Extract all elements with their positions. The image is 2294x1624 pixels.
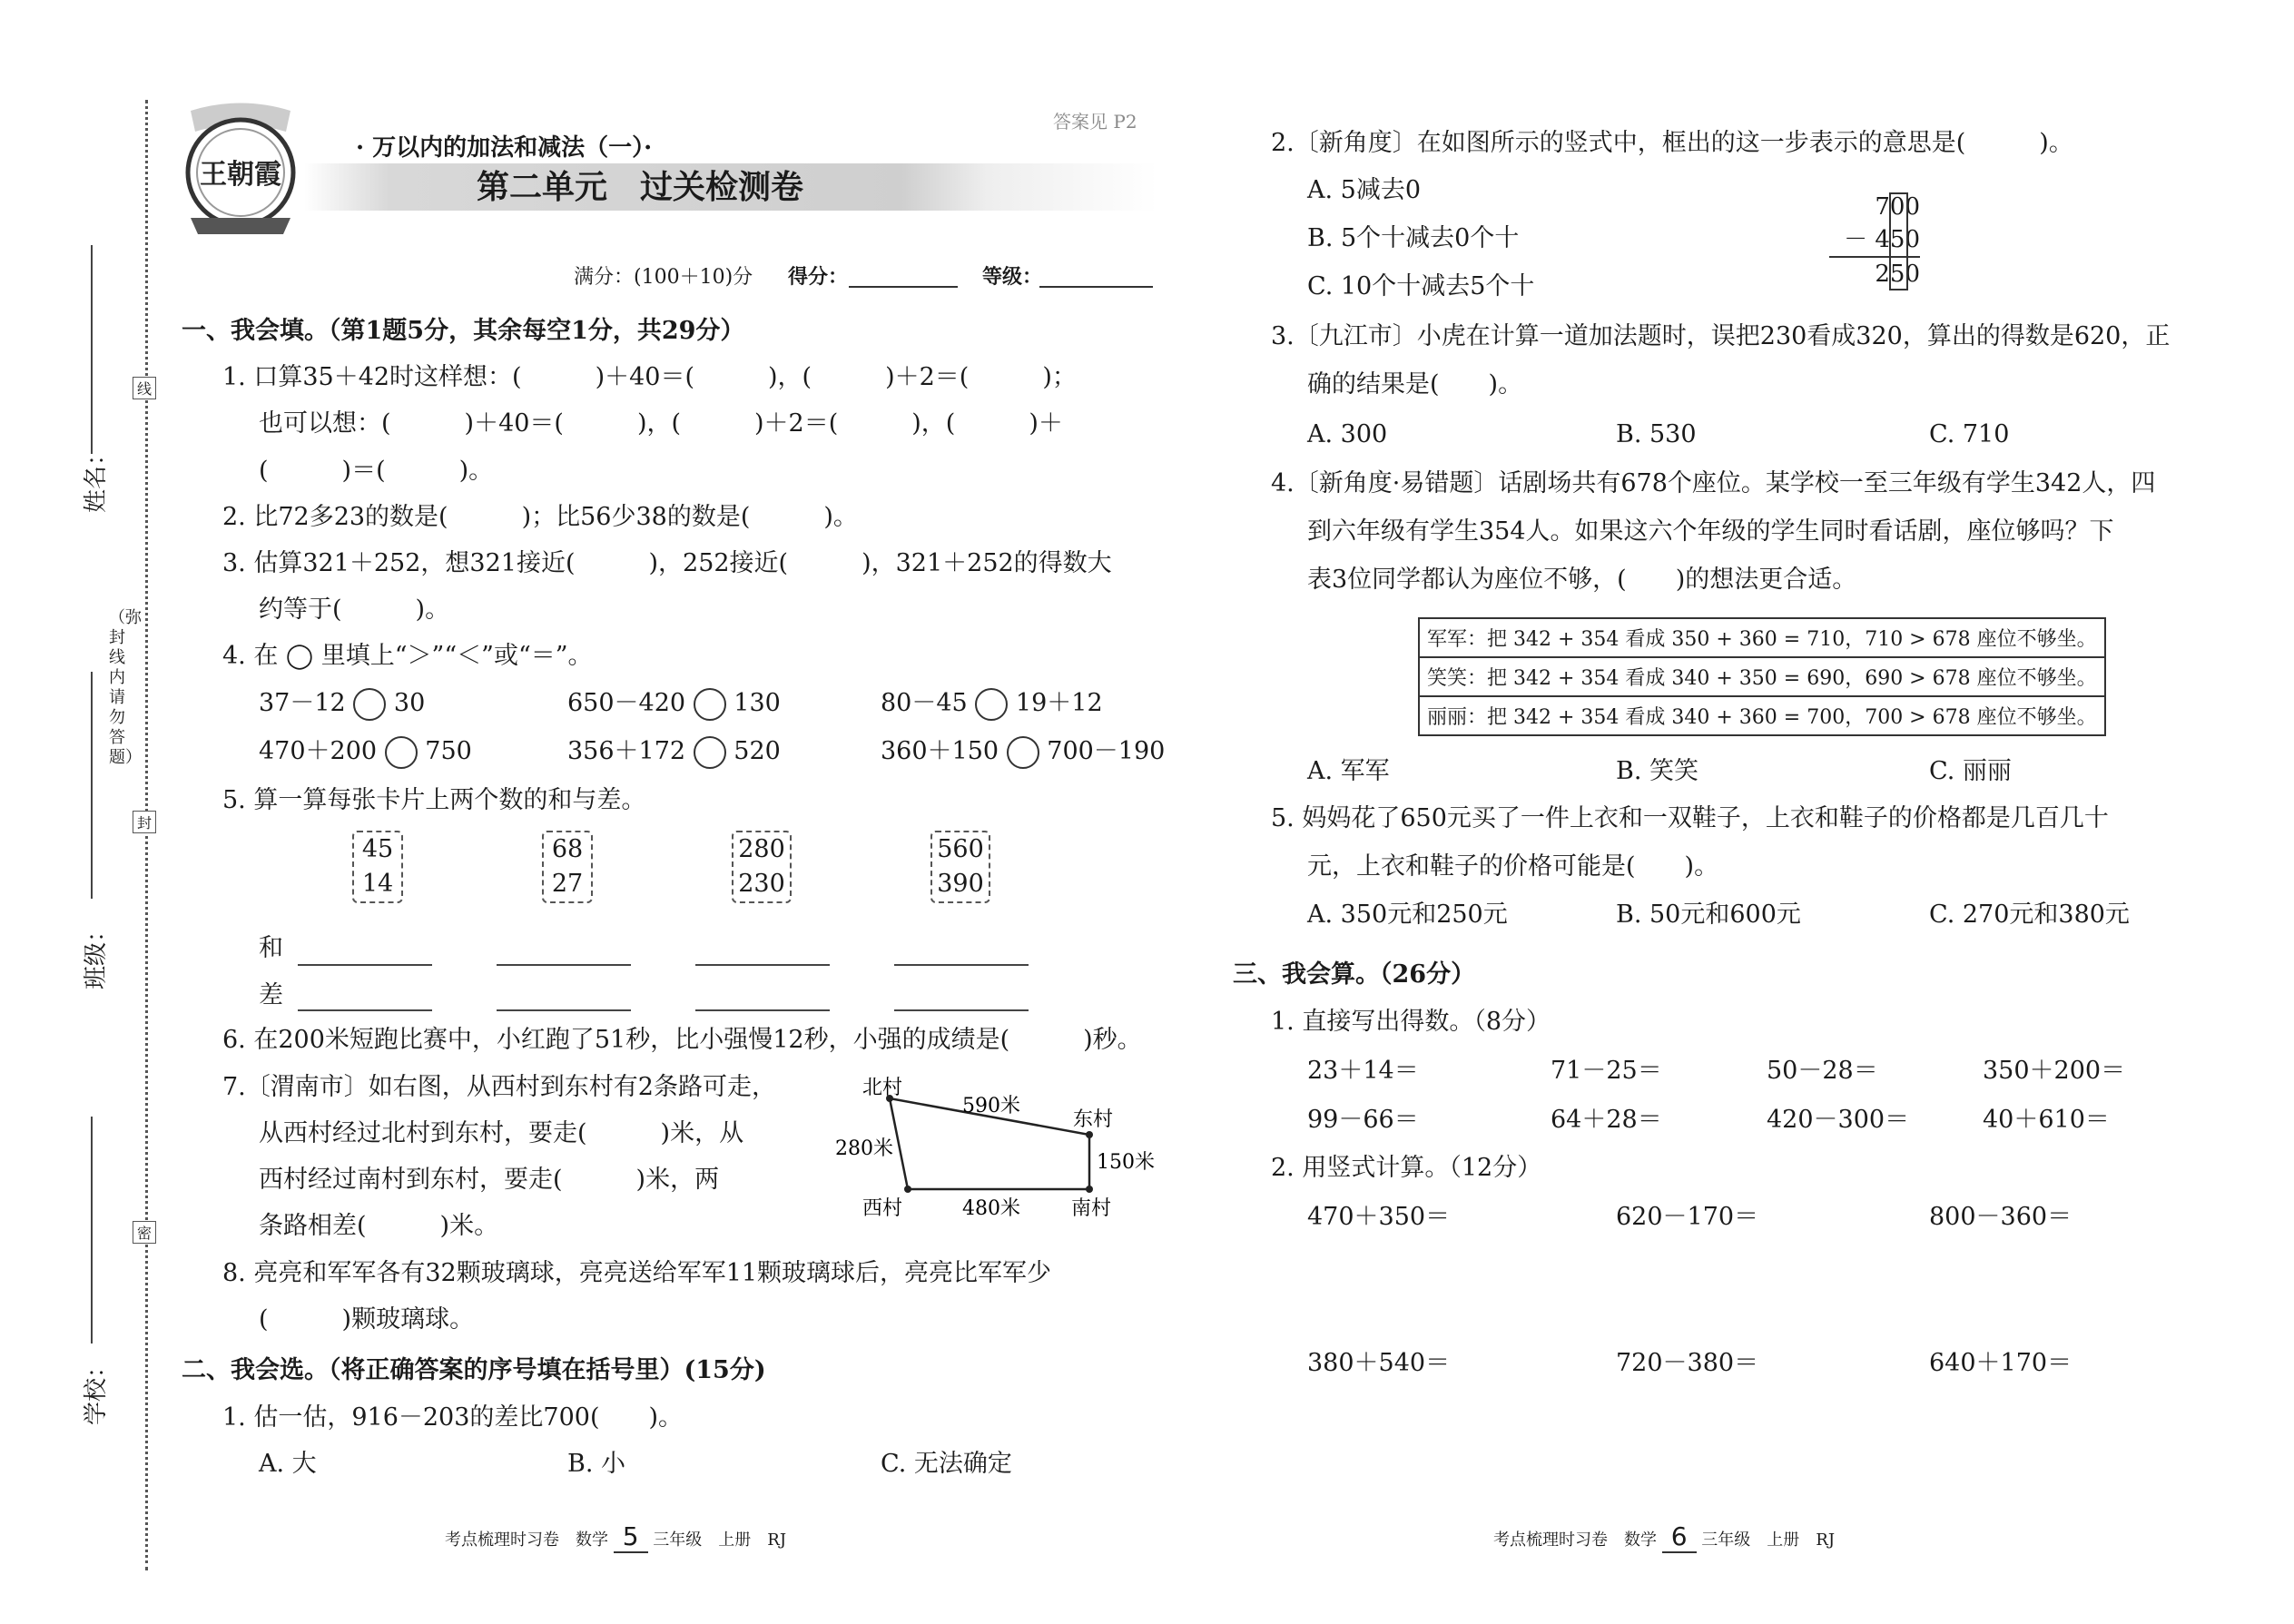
s1-q1-line1: 1. 口算35＋42时这样想：( )＋40＝( )，( )＋2＝( )； xyxy=(222,363,1077,391)
calc-item[interactable]: 50－28＝ xyxy=(1767,1057,1878,1085)
seal-mark-xian: 线 xyxy=(133,377,156,399)
name-field[interactable] xyxy=(91,245,93,454)
s3-part2: 2. 用竖式计算。（12分） xyxy=(1271,1154,1542,1182)
vertical-calc-item[interactable]: 640＋170＝ xyxy=(1929,1349,2072,1377)
map-north-label: 北村 xyxy=(862,1077,903,1099)
section3-heading: 三、我会算。（26分） xyxy=(1233,960,1476,989)
map-dist-north-east: 590米 xyxy=(962,1095,1020,1117)
vertical-calc-item[interactable]: 720－380＝ xyxy=(1616,1349,1759,1377)
s1-q3-line1: 3. 估算321＋252，想321接近( )，252接近( )，321＋252的得数大 xyxy=(222,549,1112,577)
number-card: 280 230 xyxy=(732,831,792,903)
footer-left: 考点梳理时习卷 数学 5 三年级 上册 RJ xyxy=(445,1521,787,1551)
s3-part1: 1. 直接写出得数。（8分） xyxy=(1271,1008,1551,1036)
compare-circle[interactable] xyxy=(353,688,386,721)
unit-subtitle: · 万以内的加法和减法（一）· xyxy=(356,134,653,162)
s1-q7-line2: 从西村经过北村到东村，要走( )米，从 xyxy=(259,1119,744,1147)
village-map xyxy=(817,1067,1162,1225)
s1-q3-line2: 约等于( )。 xyxy=(259,595,450,624)
map-east-label: 东村 xyxy=(1073,1108,1114,1131)
sum-answer-line[interactable] xyxy=(497,964,631,966)
s1-q4: 4. 在 ◯ 里填上“＞”“＜”或“＝”。 xyxy=(222,642,593,670)
school-label: 学校： xyxy=(83,1353,110,1425)
calc-item[interactable]: 420－300＝ xyxy=(1767,1106,1910,1134)
footer-right: 考点梳理时习卷 数学 6 三年级 上册 RJ xyxy=(1493,1521,1836,1551)
calc-item[interactable]: 99－66＝ xyxy=(1307,1106,1419,1134)
map-dist-west-north: 280米 xyxy=(835,1137,893,1160)
map-dist-east-south: 150米 xyxy=(1097,1151,1155,1174)
estimation-table xyxy=(1418,617,2106,736)
score-label: 得分： xyxy=(788,265,849,289)
s2-q5-line2: 元，上衣和鞋子的价格可能是( )。 xyxy=(1307,852,1719,881)
number-card: 68 27 xyxy=(542,831,593,903)
table-cell: 军军：把 342 + 354 看成 350 + 360 = 710，710 > 678 座位不够坐。 xyxy=(1419,618,2105,657)
compare-item: 37－12 30 xyxy=(259,685,425,722)
s2-q2-option-a[interactable]: A. 5减去0 xyxy=(1307,176,1422,204)
table-cell: 笑笑：把 342 + 354 看成 340 + 350 = 690，690 > 678 座位不够坐。 xyxy=(1419,657,2105,696)
sum-label: 和 xyxy=(259,934,283,962)
score-field[interactable] xyxy=(849,286,958,288)
diff-answer-line[interactable] xyxy=(894,1009,1029,1011)
diff-answer-line[interactable] xyxy=(497,1009,631,1011)
s1-q2: 2. 比72多23的数是( )；比56少38的数是( )。 xyxy=(222,503,858,531)
full-score: 满分：(100＋10)分 xyxy=(574,266,753,289)
s2-q3-option-c[interactable]: C. 710 xyxy=(1929,420,2010,448)
sum-answer-line[interactable] xyxy=(298,964,432,966)
calc-item[interactable]: 64＋28＝ xyxy=(1551,1106,1662,1134)
s2-q5-option-b[interactable]: B. 50元和600元 xyxy=(1616,901,1801,929)
s2-q4-option-c[interactable]: C. 丽丽 xyxy=(1929,757,2012,785)
seal-mark-mi: 密 xyxy=(133,1221,156,1244)
diff-answer-line[interactable] xyxy=(695,1009,830,1011)
brand-logo xyxy=(172,100,309,236)
table-row xyxy=(1419,618,2105,657)
vertical-calc-item[interactable]: 380＋540＝ xyxy=(1307,1349,1451,1377)
seal-note: （弥封线内请勿答题） xyxy=(109,608,142,767)
s2-q2-option-b[interactable]: B. 5个十减去0个十 xyxy=(1307,224,1520,252)
s2-q1-option-b[interactable]: B. 小 xyxy=(567,1450,626,1478)
sum-answer-line[interactable] xyxy=(894,964,1029,966)
s2-q4-option-a[interactable]: A. 军军 xyxy=(1307,757,1390,785)
s1-q7-line3: 西村经过南村到东村，要走( )米，两 xyxy=(259,1166,720,1194)
s2-q5-option-a[interactable]: A. 350元和250元 xyxy=(1307,901,1508,929)
table-cell: 丽丽：把 342 + 354 看成 340 + 360 = 700，700 > 678 座位不够坐。 xyxy=(1419,696,2105,735)
s1-q1-line2: 也可以想：( )＋40＝( )，( )＋2＝( )，( )＋ xyxy=(259,409,1063,438)
vertical-calc-item[interactable]: 470＋350＝ xyxy=(1307,1203,1451,1231)
s2-q3-option-a[interactable]: A. 300 xyxy=(1307,420,1388,448)
s2-q1-option-a[interactable]: A. 大 xyxy=(259,1450,317,1478)
map-south-label: 南村 xyxy=(1071,1197,1112,1220)
table-row xyxy=(1419,657,2105,696)
answer-ref: 答案见 P2 xyxy=(1053,111,1137,133)
vertical-calc-item[interactable]: 800－360＝ xyxy=(1929,1203,2072,1231)
s2-q5-line1: 5. 妈妈花了650元买了一件上衣和一双鞋子，上衣和鞋子的价格都是几百几十 xyxy=(1271,804,2109,832)
class-field[interactable] xyxy=(91,672,93,899)
vertical-subtraction: 700 － 450 250 xyxy=(1829,191,1920,290)
highlight-box xyxy=(1889,192,1908,290)
number-card: 560 390 xyxy=(930,831,990,903)
calc-item[interactable]: 350＋200＝ xyxy=(1983,1057,2126,1085)
compare-item: 470＋200 750 xyxy=(259,733,472,770)
s1-q8-line2: ( )颗玻璃球。 xyxy=(259,1305,475,1334)
s2-q3-option-b[interactable]: B. 530 xyxy=(1616,420,1697,448)
calc-item[interactable]: 40＋610＝ xyxy=(1983,1106,2110,1134)
s1-q6: 6. 在200米短跑比赛中，小红跑了51秒，比小强慢12秒，小强的成绩是( )秒。 xyxy=(222,1026,1142,1054)
calc-item[interactable]: 23＋14＝ xyxy=(1307,1057,1419,1085)
s2-q4-line1: 4.〔新角度·易错题〕话剧场共有678个座位。某学校一至三年级有学生342人，四 xyxy=(1271,469,2156,497)
s2-q1-option-c[interactable]: C. 无法确定 xyxy=(881,1450,1012,1478)
s1-q7-line1: 7.〔渭南市〕如右图，从西村到东村有2条路可走， xyxy=(222,1073,776,1101)
s2-q2: 2.〔新角度〕在如图所示的竖式中，框出的这一步表示的意思是( )。 xyxy=(1271,129,2073,157)
s2-q1: 1. 估一估，916－203的差比700( )。 xyxy=(222,1403,684,1432)
map-west-label: 西村 xyxy=(862,1197,903,1220)
seal-mark-feng: 封 xyxy=(133,811,156,833)
s1-q7-line4: 条路相差( )米。 xyxy=(259,1212,499,1240)
calc-item[interactable]: 71－25＝ xyxy=(1551,1057,1662,1085)
map-dist-west-south: 480米 xyxy=(962,1197,1020,1220)
s2-q5-option-c[interactable]: C. 270元和380元 xyxy=(1929,901,2130,929)
s2-q4-line3: 表3位同学都认为座位不够，( )的想法更合适。 xyxy=(1307,566,1857,594)
section2-heading: 二、我会选。（将正确答案的序号填在括号里）(15分) xyxy=(182,1356,766,1384)
compare-item: 360＋150 700－190 xyxy=(881,733,1165,770)
section1-heading: 一、我会填。（第1题5分，其余每空1分，共29分） xyxy=(182,317,745,345)
s1-q5: 5. 算一算每张卡片上两个数的和与差。 xyxy=(222,786,646,814)
page-title: 第二单元 过关检测卷 xyxy=(477,168,804,206)
compare-item: 80－45 19＋12 xyxy=(881,685,1103,722)
binding-line xyxy=(145,100,148,1570)
number-card: 45 14 xyxy=(352,831,403,903)
page-number-right: 6 xyxy=(1662,1521,1697,1553)
grade-field[interactable] xyxy=(1039,286,1153,288)
page-number-left: 5 xyxy=(614,1521,648,1553)
compare-item: 650－420 130 xyxy=(567,685,781,722)
s2-q4-line2: 到六年级有学生354人。如果这六个年级的学生同时看话剧，座位够吗？下 xyxy=(1307,517,2114,546)
diff-answer-line[interactable] xyxy=(298,1009,432,1011)
school-field[interactable] xyxy=(91,1117,93,1343)
s2-q4-option-b[interactable]: B. 笑笑 xyxy=(1616,757,1699,785)
compare-item: 356＋172 520 xyxy=(567,733,781,770)
sum-answer-line[interactable] xyxy=(695,964,830,966)
svg-text:王朝霞: 王朝霞 xyxy=(200,159,281,191)
s2-q3-line2: 确的结果是( )。 xyxy=(1307,370,1523,399)
compare-circle[interactable] xyxy=(694,736,726,769)
s2-q3-line1: 3.〔九江市〕小虎在计算一道加法题时，误把230看成320，算出的得数是620，正 xyxy=(1271,322,2171,350)
compare-circle[interactable] xyxy=(385,736,418,769)
s1-q1-line3: ( )＝( )。 xyxy=(259,457,494,485)
vertical-calc-item[interactable]: 620－170＝ xyxy=(1616,1203,1759,1231)
s2-q2-option-c[interactable]: C. 10个十减去5个十 xyxy=(1307,272,1535,300)
table-row xyxy=(1419,696,2105,735)
diff-label: 差 xyxy=(259,981,283,1009)
compare-circle[interactable] xyxy=(694,688,726,721)
name-label: 姓名： xyxy=(83,441,110,513)
compare-circle[interactable] xyxy=(1007,736,1039,769)
compare-circle[interactable] xyxy=(975,688,1008,721)
s1-q8-line1: 8. 亮亮和军军各有32颗玻璃球，亮亮送给军军11颗玻璃球后，亮亮比军军少 xyxy=(222,1259,1052,1287)
class-label: 班级： xyxy=(83,918,110,989)
grade-label: 等级： xyxy=(982,265,1043,289)
